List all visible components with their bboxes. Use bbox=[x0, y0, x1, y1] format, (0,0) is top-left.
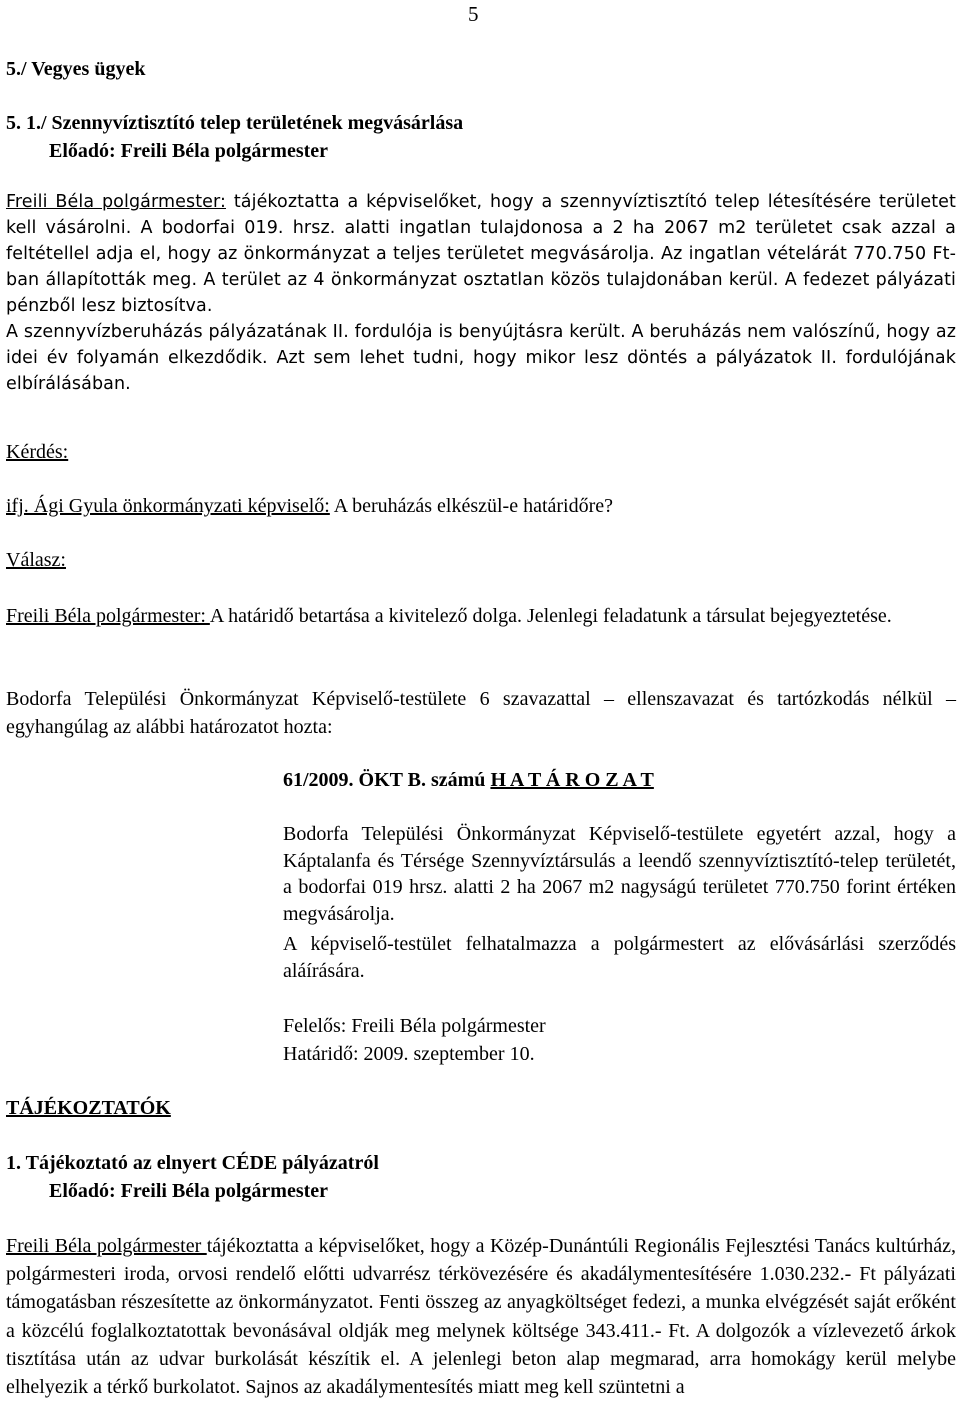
section-title: 5./ Vegyes ügyek bbox=[6, 58, 146, 80]
info-heading: TÁJÉKOZTATÓK bbox=[6, 1097, 171, 1119]
vote-paragraph: Bodorfa Települési Önkormányzat Képviselő-testülete 6 szavazattal – ellenszavazat és tartózkodás nélkül – egyhangúlag az alábbi határozatot hozta: bbox=[6, 688, 956, 738]
report-speaker: Freili Béla polgármester: bbox=[6, 192, 226, 212]
report-text-2: A szennyvízberuházás pályázatának II. fordulója is benyújtásra került. A beruházás nem valószínű, hogy az idei év folyamán elkezdődik. Azt sem lehet tudni, hogy mikor lesz döntés a pályázatok II. fordulójának elbírálásában. bbox=[6, 322, 956, 394]
resolution-heading bbox=[283, 767, 956, 793]
answer-label: Válasz: bbox=[6, 549, 66, 571]
info-text: tájékoztatta a képviselőket, hogy a Közép-Dunántúli Regionális Fejlesztési Tanács kultúrház, polgármesteri iroda, orvosi rendelő előtti udvarrész térkövezésére és akadálymentesítésére 1.030.232.- Ft pályázati támogatásban részesítette az önkormányzatot. Fenti összeg az anyagköltséget fedezi, a munka elvégzését saját erőként a közcélú foglalkoztatottak bevonásával oldják meg melynek költsége 343.411.- Ft. A dolgozók a vízlevezető árkok tisztítása után az udvar burkolását készítik el. A jelenlegi beton alap megmarad, arra homokágy kerül melybe elhelyezik a térkő burkolatot. Sajnos az akadálymentesítés miatt meg kell szüntetni a bbox=[6, 1235, 956, 1399]
question-text: A beruházás elkészül-e határidőre? bbox=[329, 495, 614, 517]
resolution-number: 61/2009. ÖKT B. számú bbox=[283, 769, 491, 791]
question-line bbox=[6, 494, 956, 518]
info-item-presenter: Előadó: Freili Béla polgármester bbox=[49, 1180, 329, 1202]
info-speaker: Freili Béla polgármester bbox=[6, 1235, 207, 1257]
question-label: Kérdés: bbox=[6, 441, 69, 463]
answer-speaker: Freili Béla polgármester: bbox=[6, 605, 210, 627]
report-paragraph bbox=[6, 189, 956, 397]
page-number: 5 bbox=[468, 2, 479, 26]
resolution-title: H A T Á R O Z A T bbox=[490, 769, 654, 791]
answer-paragraph bbox=[6, 602, 956, 630]
question-speaker: ifj. Ági Gyula önkormányzati képviselő: bbox=[6, 495, 330, 517]
resolution-text: Bodorfa Települési Önkormányzat Képviselő-testülete egyetért azzal, hogy a Káptalanfa és Térsége Szennyvíztársulás a leendő szennyvíztisztító-telep területét, a bodorfai 019 hrsz. alatti 2 ha 2067 m2 nagyságú területet 770.750 forint értéken megvásárolja. bbox=[283, 823, 956, 925]
info-item-title: 1. Tájékoztató az elnyert CÉDE pályázatról bbox=[6, 1152, 379, 1174]
agenda-item-title: 5. 1./ Szennyvíztisztító telep területének megvásárlása bbox=[6, 112, 464, 134]
agenda-item-presenter: Előadó: Freili Béla polgármester bbox=[49, 140, 329, 162]
resolution-deadline: Határidő: 2009. szeptember 10. bbox=[283, 1043, 535, 1065]
report-text: tájékoztatta a képviselőket, hogy a szennyvíztisztító telep létesítésére területet kell vásárolni. A bodorfai 019. hrsz. alatti ingatlan tulajdonosa a 2 ha 2067 m2 területet csak azzal a feltétellel adja el, hogy az önkormányzat a teljes területet megvásárolja. Az ingatlan vételárát 770.750 Ft-ban állapították meg. A terület az 4 önkormányzat osztatlan közös tulajdonában kerül. A fedezet pályázati pénzből lesz biztosítva. bbox=[6, 192, 956, 316]
resolution-responsible: Felelős: Freili Béla polgármester bbox=[283, 1015, 546, 1037]
info-paragraph bbox=[6, 1232, 956, 1401]
resolution-authorization: A képviselő-testület felhatalmazza a polgármestert az elővásárlási szerződés aláírására. bbox=[283, 933, 956, 982]
answer-text: A határidő betartása a kivitelező dolga. Jelenlegi feladatunk a társulat bejegyeztetése. bbox=[209, 605, 892, 627]
